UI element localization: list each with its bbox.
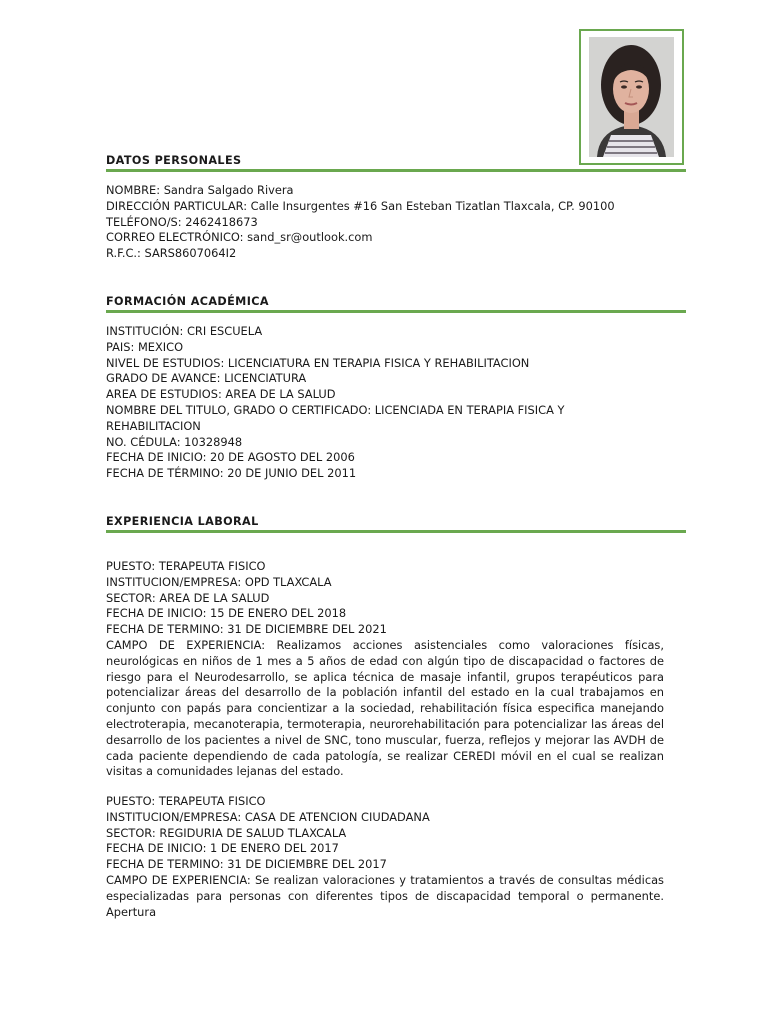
job-line: PUESTO: TERAPEUTA FISICO bbox=[106, 559, 266, 573]
education-line: PAIS: MEXICO bbox=[106, 339, 184, 354]
section-personal-header bbox=[106, 153, 686, 172]
personal-details bbox=[106, 183, 664, 262]
education-line: REHABILITACION bbox=[106, 418, 201, 433]
education-line: NOMBRE DEL TITULO, GRADO O CERTIFICADO: LICENCIADA EN TERAPIA FISICA Y bbox=[106, 402, 565, 417]
section-divider bbox=[106, 169, 686, 172]
job-description: CAMPO DE EXPERIENCIA: Se realizan valoraciones y tratamientos a través de consultas médicas especializadas para personas con diferentes tipos de discapacidad temporal o permanente. Apertura bbox=[106, 872, 664, 919]
job-line: FECHA DE TERMINO: 31 DE DICIEMBRE DEL 2021 bbox=[106, 622, 387, 637]
job-line: PUESTO: TERAPEUTA FISICO bbox=[106, 794, 266, 808]
section-divider bbox=[106, 530, 686, 533]
personal-email: CORREO ELECTRÓNICO: sand_sr@outlook.com bbox=[106, 230, 373, 245]
education-line: AREA DE ESTUDIOS: AREA DE LA SALUD bbox=[106, 387, 336, 402]
education-line: NO. CÉDULA: 10328948 bbox=[106, 434, 243, 449]
section-title-personal: DATOS PERSONALES bbox=[106, 154, 242, 167]
job-entry bbox=[106, 794, 664, 920]
job-entry bbox=[106, 559, 664, 780]
job-line: FECHA DE INICIO: 15 DE ENERO DEL 2018 bbox=[106, 606, 347, 621]
personal-rfc: R.F.C.: SARS8607064I2 bbox=[106, 246, 237, 261]
education-line: NIVEL DE ESTUDIOS: LICENCIATURA EN TERAPIA FISICA Y REHABILITACION bbox=[106, 355, 530, 370]
portrait-image bbox=[589, 37, 674, 157]
education-line: FECHA DE INICIO: 20 DE AGOSTO DEL 2006 bbox=[106, 450, 355, 465]
education-line: INSTITUCIÓN: CRI ESCUELA bbox=[106, 324, 263, 338]
personal-address: DIRECCIÓN PARTICULAR: Calle Insurgentes #16 San Esteban Tizatlan Tlaxcala, CP. 90100 bbox=[106, 198, 615, 213]
job-line: INSTITUCION/EMPRESA: CASA DE ATENCION CIUDADANA bbox=[106, 809, 430, 824]
education-line: FECHA DE TÉRMINO: 20 DE JUNIO DEL 2011 bbox=[106, 466, 357, 481]
profile-photo bbox=[589, 37, 674, 157]
job-line: SECTOR: AREA DE LA SALUD bbox=[106, 590, 270, 605]
section-experience-header bbox=[106, 514, 686, 533]
section-divider bbox=[106, 310, 686, 313]
section-education-header bbox=[106, 294, 686, 313]
section-title-experience: EXPERIENCIA LABORAL bbox=[106, 515, 259, 528]
job-line: SECTOR: REGIDURIA DE SALUD TLAXCALA bbox=[106, 825, 347, 840]
education-details bbox=[106, 324, 664, 482]
education-line: GRADO DE AVANCE: LICENCIATURA bbox=[106, 371, 307, 386]
personal-phone: TELÉFONO/S: 2462418673 bbox=[106, 214, 258, 229]
section-title-education: FORMACIÓN ACADÉMICA bbox=[106, 295, 269, 308]
job-line: FECHA DE TERMINO: 31 DE DICIEMBRE DEL 2017 bbox=[106, 857, 387, 872]
profile-photo-frame bbox=[579, 29, 684, 165]
job-line: FECHA DE INICIO: 1 DE ENERO DEL 2017 bbox=[106, 841, 339, 856]
job-description: CAMPO DE EXPERIENCIA: Realizamos acciones asistenciales como valoraciones físicas, neurológicas en niños de 1 mes a 5 años de edad con algún tipo de discapacidad o factores de riesgo para el Neurodesarrollo, se aplica técnica de masaje infantil, grupos terapéuticos para potencializar áreas del desarrollo de la población infantil del estado en la cual trabajamos en conjunto con papás para concientizar a la sociedad, rehabilitación física especifica manejando electroterapia, mecanoterapia, termoterapia, neurorehabilitación para potencializar las áreas del desarrollo de los pacientes a nivel de SNC, tono muscular, fuerza, reflejos y mejorar las AVDH de cada paciente dependiendo de cada patología, se realizar CEREDI móvil en el cual se realizan visitas a comunidades lejanas del estado. bbox=[106, 637, 664, 779]
personal-name: NOMBRE: Sandra Salgado Rivera bbox=[106, 183, 294, 197]
job-line: INSTITUCION/EMPRESA: OPD TLAXCALA bbox=[106, 574, 332, 589]
